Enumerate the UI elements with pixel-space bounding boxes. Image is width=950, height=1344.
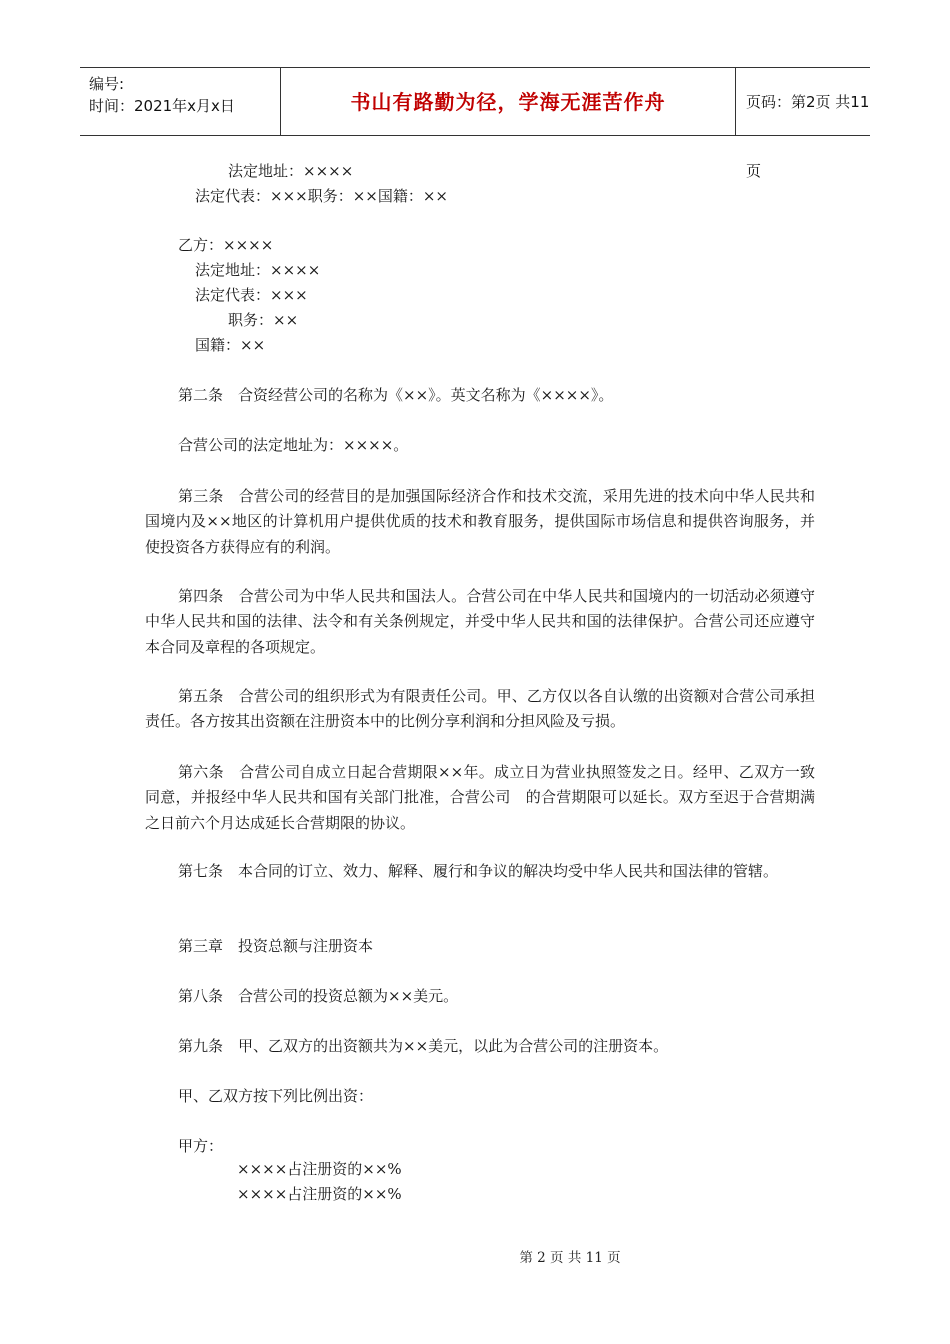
article-6: 第六条 合营公司自成立日起合营期限××年。成立日为营业执照签发之日。经甲、乙双方一致同意，并报经中华人民共和国有关部门批准，合营公司 的合营期限可以延长。双方至迟于合营期满之日前六个月达成延长合营期限的协议。 <box>145 763 815 832</box>
b-rep-line: 法定代表：××× <box>195 286 308 304</box>
b-title-line: 职务：×× <box>228 311 299 329</box>
article-2: 第二条 合资经营公司的名称为《××》。英文名称为《××××》。 <box>178 386 614 404</box>
party-b-line: 乙方：×××× <box>178 236 274 254</box>
article-9: 第九条 甲、乙双方的出资额共为××美元，以此为合营公司的注册资本。 <box>178 1037 669 1055</box>
header-page-cell <box>735 68 870 180</box>
party-a-label: 甲方： <box>178 1137 224 1155</box>
chapter-3-heading: 第三章 投资总额与注册资本 <box>178 937 374 955</box>
share-line-2: ××××占注册资的××% <box>237 1185 402 1203</box>
address-note: 合营公司的法定地址为：××××。 <box>178 436 409 454</box>
header-slogan-cell <box>281 68 736 135</box>
share-line-1: ××××占注册资的××% <box>237 1160 402 1178</box>
a-rep-line: 法定代表：×××职务：××国籍：×× <box>195 187 448 205</box>
ratio-intro: 甲、乙双方按下列比例出资： <box>178 1087 374 1105</box>
article-4: 第四条 合营公司为中华人民共和国法人。合营公司在中华人民共和国境内的一切活动必须遵守中华人民共和国的法律、法令和有关条例规定，并受中华人民共和国的法律保护。合营公司还应遵守本合同及章程的各项规定。 <box>145 587 815 656</box>
page-footer: 第 2 页 共 11 页 <box>519 1250 621 1266</box>
header-page-label: 页码：第2页 共11页 <box>746 93 870 180</box>
article-8: 第八条 合营公司的投资总额为××美元。 <box>178 987 459 1005</box>
time-label: 时间：2021年x月x日 <box>89 97 235 115</box>
article-5: 第五条 合营公司的组织形式为有限责任公司。甲、乙方仅以各自认缴的出资额对合营公司承担责任。各方按其出资额在注册资本中的比例分享利润和分担风险及亏损。 <box>145 687 815 731</box>
b-address-line: 法定地址：×××× <box>195 261 321 279</box>
b-nationality-line: 国籍：×× <box>195 336 266 354</box>
header-slogan: 书山有路勤为径，学海无涯苦作舟 <box>350 90 666 114</box>
a-address-line: 法定地址：×××× <box>228 162 354 180</box>
article-3: 第三条 合营公司的经营目的是加强国际经济合作和技术交流，采用先进的技术向中华人民共和国境内及××地区的计算机用户提供优质的技术和教育服务，提供国际市场信息和提供咨询服务，并使投资各方获得应有的利润。 <box>145 487 815 556</box>
header-meta <box>80 68 281 135</box>
article-7: 第七条 本合同的订立、效力、解释、履行和争议的解决均受中华人民共和国法律的管辖。 <box>178 862 779 880</box>
serial-label: 编号: <box>89 75 125 93</box>
